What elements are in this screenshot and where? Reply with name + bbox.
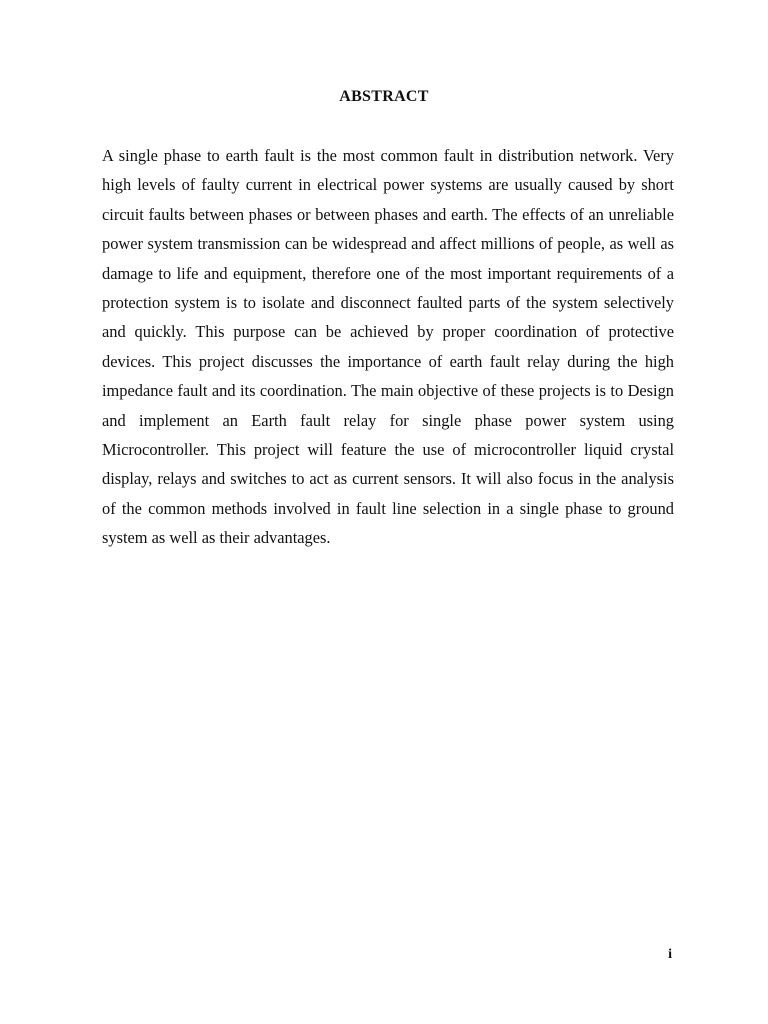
abstract-paragraph: A single phase to earth fault is the most common fault in distribution network. Very high levels of faulty current in electrical power systems are usually caused by short circuit faults between phases or between phases and earth. The effects of an unreliable power system transmission can be widespread and affect millions of people, as well as damage to life and equipment, therefore one of the most important requirements of a protection system is to isolate and disconnect faulted parts of the system selectively and quickly. This purpose can be achieved by proper coordination of protective devices. This project discusses the importance of earth fault relay during the high impedance fault and its coordination. The main objective of these projects is to Design and implement an Earth fault relay for single phase power system using Microcontroller. This project will feature the use of microcontroller liquid crystal display, relays and switches to act as current sensors. It will also focus in the analysis of the common methods involved in fault line selection in a single phase to ground system as well as their advantages. xyxy=(102,146,674,548)
page-title: ABSTRACT xyxy=(339,88,429,105)
page-number: i xyxy=(668,947,672,962)
